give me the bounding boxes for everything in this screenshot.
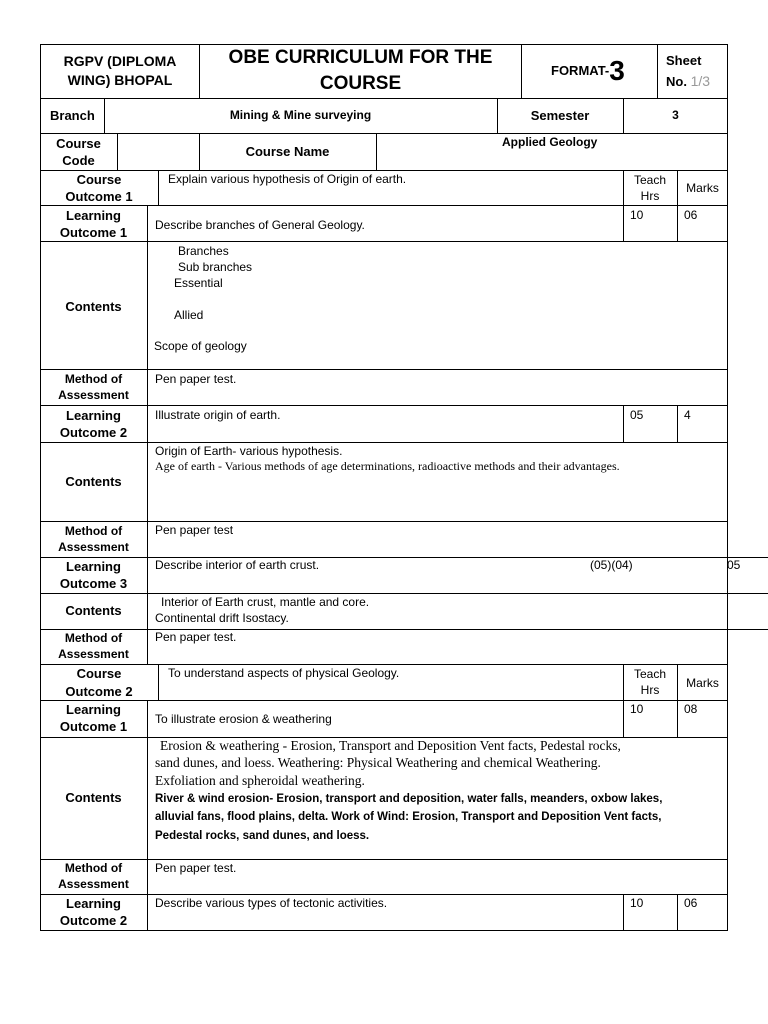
lo2-method-label-2: Assessment: [58, 540, 129, 554]
lo3-method: Pen paper test.: [155, 630, 237, 644]
lo2-contents-label: Contents: [65, 474, 122, 489]
co2-lo1-content-6: Pedestal rocks, sand dunes, and loess.: [155, 830, 370, 842]
lo1-method: Pen paper test.: [155, 372, 237, 386]
course-row: [40, 133, 728, 171]
sheet-no-value: 1/3: [690, 73, 711, 89]
co2-lo1-method-label-1: Method of: [64, 861, 123, 875]
sheet-label: Sheet: [666, 53, 702, 68]
teach-label: Teach: [633, 173, 667, 187]
lo1-label-1: Learning: [66, 208, 121, 223]
lo1-label-2: Outcome 1: [59, 225, 128, 240]
co2-lo1-content-2: sand dunes, and loess. Weathering: Physical Weathering and chemical Weathering.: [155, 755, 601, 770]
lo2-content-2: Age of earth - Various methods of age determinations, radioactive methods and their advantages.: [155, 459, 620, 473]
co2-lo1-content-5: [155, 808, 661, 826]
co2-marks-label: Marks: [686, 676, 719, 690]
semester-label: Semester: [530, 108, 590, 123]
lo2-method: Pen paper test: [155, 523, 234, 537]
course-code-label-2: Code: [62, 153, 95, 168]
co2-lo1-method-label-2: Assessment: [58, 877, 129, 891]
lo2-text: Illustrate origin of earth.: [155, 408, 281, 422]
lo1-content-5: Scope of geology: [154, 339, 247, 353]
format-text: FORMAT-: [551, 62, 610, 78]
semester-value: 3: [672, 108, 679, 122]
lo1-hrs: 10: [630, 208, 644, 222]
lo2-marks: 4: [684, 408, 691, 422]
lo2-hrs: 05: [630, 408, 644, 422]
co2-lo1-content-3: Exfoliation and spheroidal weathering.: [155, 773, 365, 788]
sheet-no: [666, 73, 710, 90]
co1-text: Explain various hypothesis of Origin of earth.: [168, 172, 407, 186]
co2-lo1-hrs: 10: [630, 702, 644, 716]
lo3-overflow: 05: [727, 558, 741, 572]
lo1-content-4: Allied: [174, 308, 204, 322]
lo3-method-label-1: Method of: [64, 631, 123, 645]
lo1-content-1: Branches: [178, 244, 229, 258]
lo2-content-1: Origin of Earth- various hypothesis.: [155, 444, 343, 458]
co2-lo2-label-2: Outcome 2: [59, 913, 128, 928]
co1-label-1: Course: [76, 172, 122, 187]
co2-lo2-hrs: 10: [630, 896, 644, 910]
lo1-content-2: Sub branches: [178, 260, 253, 274]
lo3-hrs-marks: (05)(04): [590, 558, 633, 572]
lo3-content-1: Interior of Earth crust, mantle and core.: [161, 595, 370, 609]
co1-label-2: Outcome 1: [65, 189, 133, 204]
course-name-value: Applied Geology: [502, 135, 598, 149]
lo1-method-label-2: Assessment: [58, 388, 129, 402]
co2-label-2: Outcome 2: [65, 684, 133, 699]
co2-lo1-label-1: Learning: [66, 702, 121, 717]
format-number: 3: [609, 54, 625, 86]
branch-value: Mining & Mine surveying: [229, 108, 372, 122]
lo3-text: Describe interior of earth crust.: [155, 558, 320, 572]
co2-lo1-content-4: River & wind erosion- Erosion, transport and deposition, water falls, meanders, oxbow lakes,: [155, 793, 663, 805]
branch-label: Branch: [50, 108, 95, 123]
co2-lo2-marks: 06: [684, 896, 698, 910]
co2-lo1-content-1: Erosion & weathering - Erosion, Transport and Deposition Vent facts, Pedestal rocks,: [160, 738, 621, 753]
co2-lo1-content-5a: alluvial fans, flood plains, delta.: [155, 811, 329, 823]
co2-lo1-marks: 08: [684, 702, 698, 716]
co2-teach-label: Teach: [633, 667, 667, 681]
co2-text: To understand aspects of physical Geology.: [168, 666, 400, 680]
co2-lo1-contents-label: Contents: [65, 790, 122, 805]
course-code-label-1: Course: [56, 136, 101, 151]
co2-label-1: Course: [76, 666, 122, 681]
co2-lo1-text: To illustrate erosion & weathering: [155, 712, 332, 726]
page-title-line1: OBE CURRICULUM FOR THE: [228, 47, 493, 68]
course-name-label: Course Name: [245, 144, 330, 159]
lo3-contents-label: Contents: [65, 603, 122, 618]
lo3-method-label-2: Assessment: [58, 647, 129, 661]
lo1-marks: 06: [684, 208, 698, 222]
lo2-label-2: Outcome 2: [59, 425, 128, 440]
co2-lo1-label-2: Outcome 1: [59, 719, 128, 734]
org-name-line1: RGPV (DIPLOMA: [63, 53, 177, 69]
lo2-label-1: Learning: [66, 408, 121, 423]
sheet-no-label: No.: [666, 74, 687, 89]
page-title-line2: COURSE: [319, 73, 402, 94]
lo1-method-label-1: Method of: [64, 372, 123, 386]
lo1-content-3: Essential: [174, 276, 223, 290]
co2-lo1-content-5b: Work of Wind:: [331, 811, 410, 823]
hrs-label: Hrs: [640, 189, 660, 203]
marks-label: Marks: [686, 181, 719, 195]
co2-lo2-label-1: Learning: [66, 896, 121, 911]
co2-lo1-content-5c: Erosion, Transport and Deposition Vent facts,: [412, 811, 662, 823]
lo3-label-2: Outcome 3: [59, 576, 128, 591]
lo1-text: Describe branches of General Geology.: [155, 218, 365, 232]
lo3-content-2: Continental drift Isostacy.: [155, 611, 289, 625]
lo2-method-label-1: Method of: [64, 524, 123, 538]
org-name-line2: WING) BHOPAL: [67, 72, 173, 88]
co2-lo1-method: Pen paper test.: [155, 861, 237, 875]
lo3-label-1: Learning: [66, 559, 121, 574]
co2-hrs-label: Hrs: [640, 683, 660, 697]
format-label: [551, 54, 625, 86]
co2-lo2-text: Describe various types of tectonic activities.: [155, 896, 388, 910]
lo1-contents-label: Contents: [65, 299, 122, 314]
